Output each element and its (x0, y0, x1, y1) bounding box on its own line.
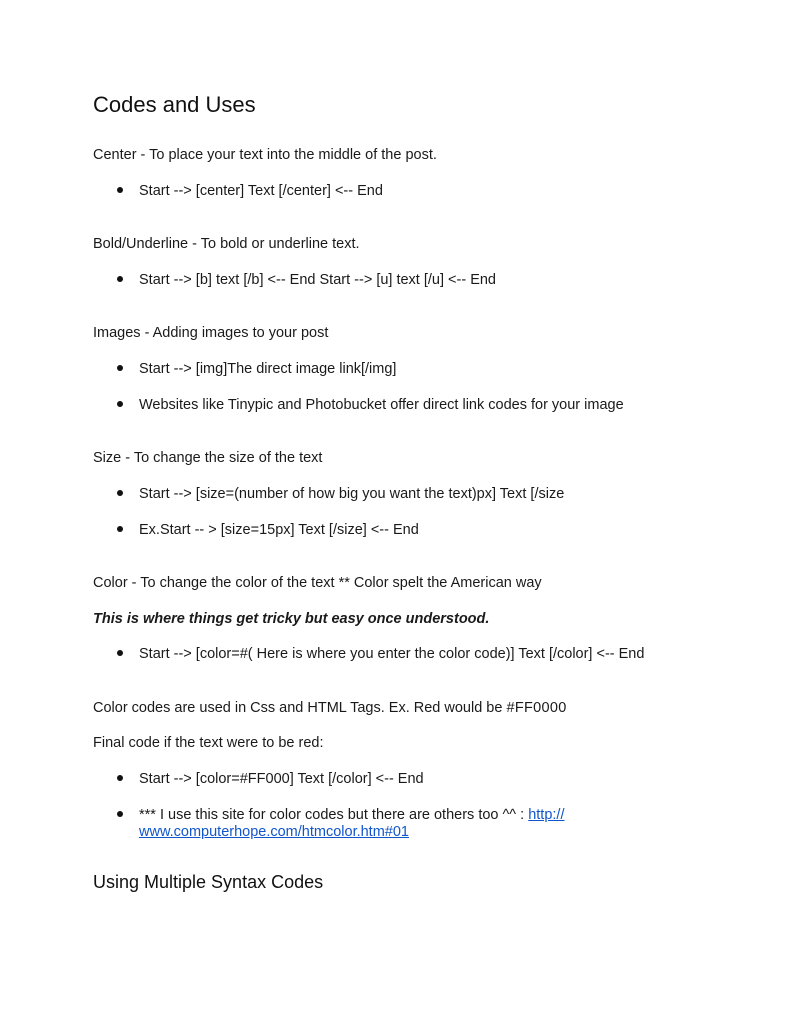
color-bullet-1: Start --> [color=#( Here is where you enter the color code)] Text [/color] <-- End (139, 646, 645, 662)
bullet-dot (117, 365, 123, 371)
size-bullet-1: Start --> [size=(number of how big you want the text)px] Text [/size (139, 486, 565, 502)
bold-underline-bullet-1: Start --> [b] text [/b] <-- End Start --> [u] text [/u] <-- End (139, 272, 496, 288)
color-codes-value: #FF0000 (506, 700, 567, 716)
size-heading: Size - To change the size of the text (93, 450, 323, 466)
center-bullet-1: Start --> [center] Text [/center] <-- End (139, 183, 383, 199)
center-heading: Center - To place your text into the middle of the post. (93, 147, 437, 163)
bullet-dot (117, 811, 123, 817)
bullet-dot (117, 775, 123, 781)
page-title: Codes and Uses (93, 92, 256, 117)
section-subheading: Using Multiple Syntax Codes (93, 872, 324, 892)
final-code-line: Final code if the text were to be red: (93, 735, 324, 751)
site-bullet (139, 806, 564, 824)
color-heading: Color - To change the color of the text ** Color spelt the American way (93, 575, 542, 591)
bullet-dot (117, 401, 123, 407)
size-bullet-2: Ex.Start -- > [size=15px] Text [/size] <-- End (139, 522, 419, 538)
final-bullet-1: Start --> [color=#FF000] Text [/color] <-- End (139, 771, 424, 787)
bold-underline-heading: Bold/Underline - To bold or underline text. (93, 236, 360, 252)
color-codes-text: Color codes are used in Css and HTML Tags. Ex. Red would be (93, 700, 507, 716)
bullet-dot (117, 526, 123, 532)
images-bullet-2: Websites like Tinypic and Photobucket offer direct link codes for your image (139, 397, 624, 413)
site-bullet-text: *** I use this site for color codes but there are others too ^^ : (139, 807, 529, 823)
bullet-dot (117, 187, 123, 193)
images-bullet-1: Start --> [img]The direct image link[/img] (139, 361, 397, 377)
color-codes-line (93, 699, 567, 717)
site-bullet-continued (139, 823, 409, 841)
bullet-dot (117, 650, 123, 656)
bullet-dot (117, 276, 123, 282)
color-emphasis: This is where things get tricky but easy once understood. (93, 611, 490, 627)
color-site-link-part2[interactable]: www.computerhope.com/htmcolor.htm#01 (139, 824, 409, 840)
images-heading: Images - Adding images to your post (93, 325, 329, 341)
bullet-dot (117, 490, 123, 496)
color-site-link-part1[interactable]: http:// (528, 807, 565, 823)
